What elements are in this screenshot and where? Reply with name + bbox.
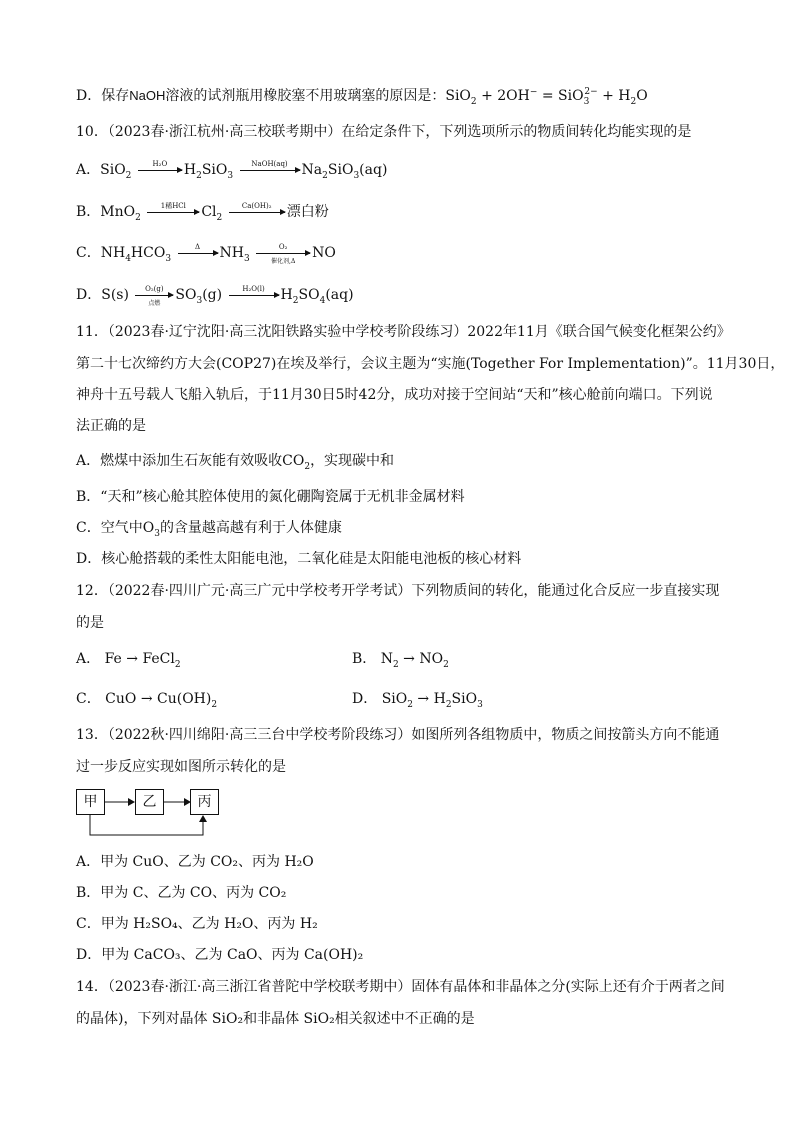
q11-stem-line1: 11．（2023春·辽宁沈阳·高三沈阳铁路实验中学校考阶段练习）2022年11月《联合国气候变化框架公约》 [76,324,731,340]
q11-stem-line4: 法正确的是 [76,418,146,434]
q13-option-a: A．甲为 CuO、乙为 CO₂、丙为 H₂O [76,854,314,870]
q13-option-c: C．甲为 H₂SO₄、乙为 H₂O、丙为 H₂ [76,916,318,932]
q11-option-a: A．燃煤中添加生石灰能有效吸收$CO_2$，实现碳中和 [76,453,395,472]
q12-stem-line1: 12．（2022春·四川广元·高三广元中学校考开学考试）下列物质间的转化，能通过化合反应一步直接实现 [76,583,720,599]
q13-option-d: D．甲为 CaCO₃、乙为 CaO、丙为 Ca(OH)₂ [76,947,364,963]
q11-option-c: C．空气中$O_3$的含量越高越有利于人体健康 [76,520,342,539]
q12-stem-line2: 的是 [76,615,104,631]
q12-option-a: A． Fe → FeCl$_2$ [76,651,181,670]
q11-option-d: D．核心舱搭载的柔性太阳能电池，二氧化硅是太阳能电池板的核心材料 [76,551,522,567]
reaction-arrow: O₂(g) 点燃 [135,295,173,296]
q13-stem-line1: 13．（2022秋·四川绵阳·高三三台中学校考阶段练习）如图所列各组物质中，物质之间按箭头方向不能通 [76,727,720,743]
q9-option-d: D．保存NaOH溶液的试剂瓶用橡胶塞不用玻璃塞的原因是：$SiO_2 + 2OH^- = SiO_3^{2-} + H_2O$ [76,87,648,107]
q11-stem-line3: 神舟十五号载人飞船入轨后，于11月30日5时42分，成功对接于空间站“天和”核心舱前向端口。下列说 [76,387,713,403]
q10-option-c: C．$NH_4HCO_3$ Δ $NH_3$ O₂ 催化剂,Δ NO [76,242,336,265]
reaction-arrow: Ca(OH)₂ [229,212,285,213]
q14-stem-line1: 14．（2023春·浙江·高三浙江省普陀中学校联考期中）固体有晶体和非晶体之分(实际上还有介于两者之间 [76,979,725,995]
box-bing: 丙 [190,789,219,815]
reaction-arrow: Δ [178,253,218,254]
q13-stem-line2: 过一步反应实现如图所示转化的是 [76,759,286,775]
reaction-arrow: NaOH(aq) [240,170,300,171]
q11-stem-line2: 第二十七次缔约方大会(COP27)在埃及举行，会议主题为“实施(Together For Implementation)”。11月30日， [76,356,785,372]
reaction-arrow: 1稀HCl [147,212,199,213]
q13-option-b: B．甲为 C、乙为 CO、丙为 CO₂ [76,885,287,901]
q14-stem-line2: 的晶体)，下列对晶体 SiO₂和非晶体 SiO₂相关叙述中不正确的是 [76,1011,475,1027]
q10-option-b: B．MnO$_2$ 1稀HCl $Cl_2$ Ca(OH)₂ 漂白粉 [76,201,329,223]
q12-option-d: D． $SiO_2 \to H_2SiO_3$ [352,691,483,710]
reaction-arrow: H₂O(l) [229,295,279,296]
q11-option-b: B．“天和”核心舱其腔体使用的氮化硼陶瓷属于无机非金属材料 [76,489,465,505]
reaction-arrow: O₂ 催化剂,Δ [256,253,310,254]
q12-option-b: B． $N_2 \to NO_2$ [352,651,449,670]
q9-equation: $SiO_2 + 2OH^- = SiO_3^{2-} + H_2O$ [445,87,648,107]
q10-stem: 10．（2023春·浙江杭州·高三校联考期中）在给定条件下，下列选项所示的物质间转化均能实现的是 [76,124,692,140]
q10-option-a: A．SiO$_2$ H₂O $H_2SiO_3$ NaOH(aq) $Na_2SiO_3(aq)$ [76,159,388,181]
box-yi: 乙 [135,789,164,815]
q12-option-c: C． CuO → $Cu(OH)_2$ [76,691,218,710]
q10-option-d: D．S(s) O₂(g) 点燃 $SO_3(g)$ H₂O(l) $H_2SO_4(aq)$ [76,284,354,307]
reaction-arrow: H₂O [138,170,182,171]
conversion-diagram [76,789,216,841]
box-jia: 甲 [76,789,105,815]
